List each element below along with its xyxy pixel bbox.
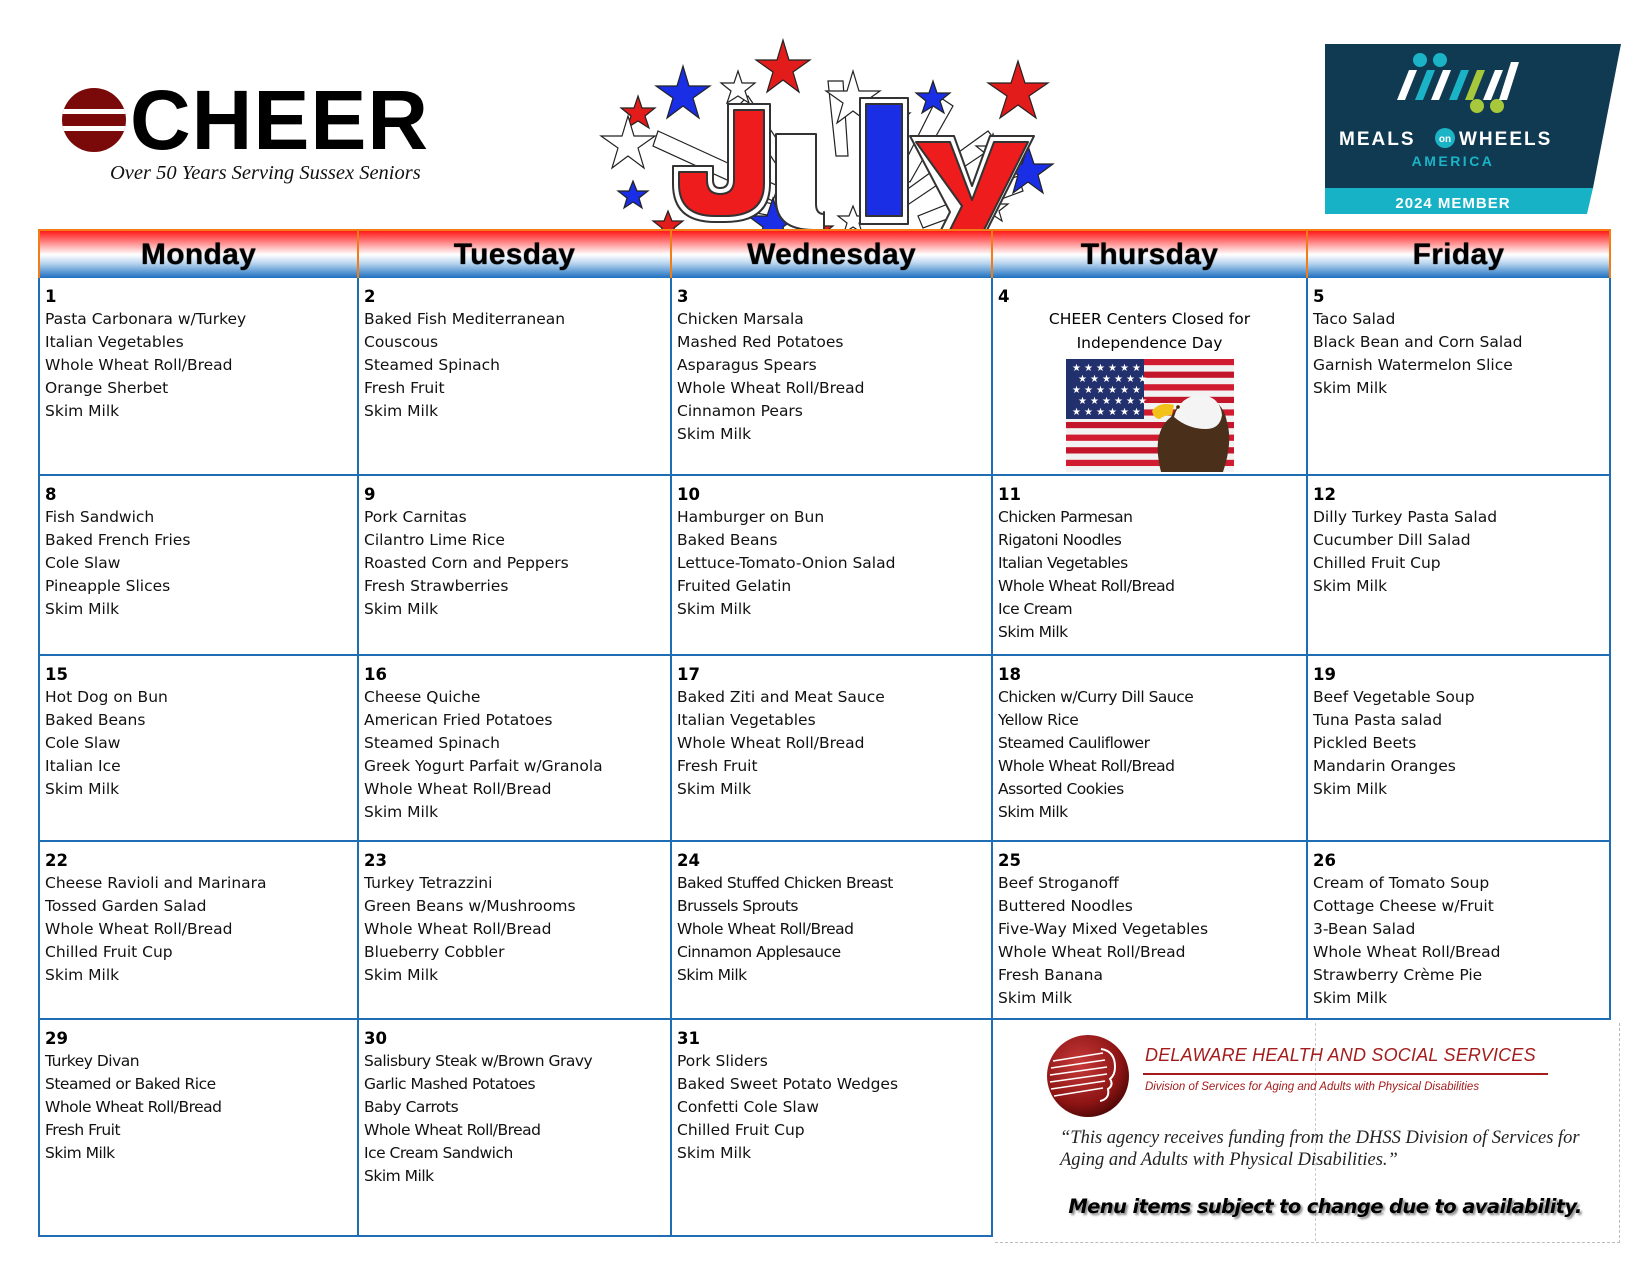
menu-item: Skim Milk (364, 803, 439, 822)
menu-item: Chilled Fruit Cup (677, 1121, 805, 1140)
menu-item: Chicken Marsala (677, 310, 804, 328)
svg-text:★: ★ (1072, 385, 1081, 396)
menu-item: Skim Milk (364, 600, 439, 619)
weekday-label: Monday (140, 237, 257, 271)
svg-text:★: ★ (1096, 363, 1105, 374)
day-number: 12 (1313, 485, 1336, 504)
day-number: 22 (45, 851, 68, 870)
svg-text:★: ★ (1132, 363, 1141, 374)
menu-item: Taco Salad (1313, 310, 1396, 328)
svg-text:★: ★ (1132, 385, 1141, 396)
day-cell-19 (1308, 656, 1611, 842)
svg-text:★: ★ (1108, 407, 1117, 418)
menu-item: Cilantro Lime Rice (364, 531, 505, 550)
dhss-subtitle: Division of Services for Aging and Adults with Physical Disabilities (1145, 1081, 1480, 1093)
svg-text:★: ★ (1072, 363, 1081, 374)
day-cell-22 (38, 842, 359, 1020)
day-cell-9 (359, 476, 672, 656)
weekday-header-thursday (993, 229, 1308, 278)
svg-text:★: ★ (1096, 407, 1105, 418)
day-cell-24 (672, 842, 993, 1020)
menu-item: Garlic Mashed Potatoes (364, 1075, 536, 1094)
svg-text:★: ★ (1084, 407, 1093, 418)
day-number: 2 (364, 287, 376, 306)
menu-item-list (45, 872, 357, 987)
menu-item: Skim Milk (677, 966, 747, 985)
day-cell-25 (993, 842, 1308, 1020)
day-number: 9 (364, 485, 376, 504)
menu-item-list (1313, 308, 1609, 400)
menu-item: Garnish Watermelon Slice (1313, 356, 1513, 375)
weekday-label: Tuesday (453, 237, 576, 271)
menu-item: Cheese Ravioli and Marinara (45, 874, 267, 892)
menu-item: Skim Milk (998, 803, 1068, 822)
menu-item: Beef Stroganoff (998, 874, 1119, 892)
menu-item: Skim Milk (364, 1167, 434, 1186)
menu-item-list (1313, 686, 1609, 801)
svg-text:★: ★ (1108, 363, 1117, 374)
svg-text:★: ★ (1138, 374, 1147, 385)
menu-item: Skim Milk (364, 402, 439, 421)
menu-item: Skim Milk (677, 780, 752, 799)
menu-item: Pineapple Slices (45, 577, 171, 596)
menu-item: Mandarin Oranges (1313, 757, 1456, 776)
menu-item: Fish Sandwich (45, 508, 155, 526)
svg-text:WHEELS: WHEELS (1459, 129, 1553, 150)
menu-item: Skim Milk (45, 1144, 115, 1163)
meals-on-wheels-member-badge (1325, 44, 1621, 214)
menu-item: Skim Milk (45, 780, 120, 799)
cheer-circle-mark-icon (62, 88, 126, 152)
menu-item: Cream of Tomato Soup (1313, 874, 1490, 892)
july-title-art (598, 36, 1068, 251)
day-number: 26 (1313, 851, 1336, 870)
menu-item: Skim Milk (677, 425, 752, 444)
menu-item: Whole Wheat Roll/Bread (364, 1121, 541, 1140)
svg-text:★: ★ (1096, 385, 1105, 396)
svg-text:★: ★ (1078, 396, 1087, 407)
svg-text:AMERICA: AMERICA (1411, 153, 1495, 169)
day-number: 15 (45, 665, 68, 684)
menu-item: Skim Milk (1313, 379, 1388, 398)
svg-text:★: ★ (1114, 396, 1123, 407)
day-number: 1 (45, 287, 57, 306)
menu-item: Turkey Divan (45, 1052, 140, 1070)
svg-text:★: ★ (1090, 374, 1099, 385)
menu-item-list (998, 686, 1306, 825)
menu-item: Baked Fish Mediterranean (364, 310, 566, 328)
day-cell-15 (38, 656, 359, 842)
menu-item: Cole Slaw (45, 734, 121, 753)
menu-item: Whole Wheat Roll/Bread (998, 943, 1186, 962)
menu-item: Baked Stuffed Chicken Breast (677, 874, 893, 892)
svg-text:★: ★ (1126, 374, 1135, 385)
svg-text:★: ★ (1108, 385, 1117, 396)
menu-item: Chilled Fruit Cup (1313, 554, 1441, 573)
svg-text:★: ★ (1120, 407, 1129, 418)
menu-item: Assorted Cookies (998, 780, 1124, 799)
menu-item-list (1313, 506, 1609, 598)
menu-item-list (677, 506, 991, 621)
day-number: 17 (677, 665, 700, 684)
day-cell-11 (993, 476, 1308, 656)
flag-eagle-image (1066, 359, 1234, 472)
menu-item-list (364, 1050, 670, 1189)
availability-disclaimer: Menu items subject to change due to availability. (1068, 1195, 1582, 1218)
menu-item: Couscous (364, 333, 439, 352)
day-cell-3 (672, 278, 993, 476)
menu-item: Steamed Spinach (364, 356, 501, 375)
weekday-label: Friday (1412, 237, 1505, 271)
menu-item: Skim Milk (1313, 989, 1388, 1008)
svg-text:★: ★ (1120, 363, 1129, 374)
funding-footer (995, 1023, 1620, 1243)
menu-item: Italian Vegetables (998, 554, 1128, 573)
menu-item: 3-Bean Salad (1313, 920, 1416, 939)
menu-item: Roasted Corn and Peppers (364, 554, 569, 573)
menu-item: Five-Way Mixed Vegetables (998, 920, 1209, 939)
menu-item-list (45, 686, 357, 801)
menu-item: Whole Wheat Roll/Bread (364, 780, 552, 799)
menu-item-list (364, 872, 670, 987)
cheer-tagline: Over 50 Years Serving Sussex Seniors (110, 162, 421, 184)
menu-item: Whole Wheat Roll/Bread (364, 920, 552, 939)
day-number: 3 (677, 287, 689, 306)
menu-item: Skim Milk (998, 623, 1068, 642)
menu-item: Baked Beans (677, 531, 778, 550)
menu-item-list (45, 1050, 357, 1165)
day-cell-12 (1308, 476, 1611, 656)
menu-item: Whole Wheat Roll/Bread (998, 757, 1175, 776)
day-cell-4-closed (993, 278, 1308, 476)
closure-notice-line: Independence Day (1076, 333, 1223, 352)
menu-item: Greek Yogurt Parfait w/Granola (364, 757, 603, 776)
menu-item: Skim Milk (1313, 577, 1388, 596)
menu-item: Italian Ice (45, 757, 121, 776)
menu-item: Chicken Parmesan (998, 508, 1133, 526)
menu-item: Fresh Banana (998, 966, 1103, 985)
day-cell-2 (359, 278, 672, 476)
menu-item-list (45, 506, 357, 621)
menu-item: Fresh Fruit (677, 757, 758, 776)
svg-text:★: ★ (1132, 407, 1141, 418)
menu-item: Whole Wheat Roll/Bread (677, 379, 865, 398)
day-cell-1 (38, 278, 359, 476)
menu-item-list (364, 506, 670, 621)
menu-item: Skim Milk (998, 989, 1073, 1008)
menu-item: Rigatoni Noodles (998, 531, 1122, 550)
dhss-seal-icon (1045, 1031, 1131, 1121)
day-cell-17 (672, 656, 993, 842)
weekday-header-friday (1308, 229, 1611, 278)
menu-item: Baked Beans (45, 711, 146, 730)
svg-text:★: ★ (1138, 396, 1147, 407)
menu-item: Fresh Strawberries (364, 577, 509, 596)
svg-text:★: ★ (1090, 396, 1099, 407)
menu-item: Whole Wheat Roll/Bread (677, 734, 865, 753)
menu-item: Tuna Pasta salad (1313, 711, 1443, 730)
cheer-wordmark: CHEER (130, 73, 430, 167)
menu-item-list (998, 506, 1306, 645)
svg-text:★: ★ (1072, 407, 1081, 418)
cheer-logo (62, 73, 442, 194)
day-number: 25 (998, 851, 1021, 870)
menu-item: Skim Milk (45, 966, 120, 985)
menu-item: Turkey Tetrazzini (364, 874, 493, 892)
menu-item: Hamburger on Bun (677, 508, 825, 526)
menu-item-list (364, 686, 670, 825)
day-cell-18 (993, 656, 1308, 842)
weekday-header-tuesday (359, 229, 672, 278)
menu-item: Whole Wheat Roll/Bread (45, 356, 233, 375)
day-cell-26 (1308, 842, 1611, 1020)
menu-item: Mashed Red Potatoes (677, 333, 844, 352)
dhss-rule (1143, 1073, 1548, 1075)
day-cell-31 (672, 1020, 993, 1237)
day-number: 18 (998, 665, 1021, 684)
menu-item: Baked Sweet Potato Wedges (677, 1075, 899, 1094)
menu-item: Baby Carrots (364, 1098, 459, 1117)
menu-item: Yellow Rice (998, 711, 1079, 730)
menu-item: Buttered Noodles (998, 897, 1133, 916)
menu-item: Chicken w/Curry Dill Sauce (998, 688, 1194, 706)
menu-item: Chilled Fruit Cup (45, 943, 173, 962)
menu-item: Tossed Garden Salad (45, 897, 207, 916)
day-number: 31 (677, 1029, 700, 1048)
menu-item: Skim Milk (364, 966, 439, 985)
day-number: 30 (364, 1029, 387, 1048)
menu-item: Cottage Cheese w/Fruit (1313, 897, 1494, 916)
menu-item: Skim Milk (1313, 780, 1388, 799)
menu-item: Whole Wheat Roll/Bread (677, 920, 854, 939)
menu-item: Whole Wheat Roll/Bread (998, 577, 1175, 596)
svg-text:2024 MEMBER: 2024 MEMBER (1395, 195, 1511, 212)
menu-item: Asparagus Spears (677, 356, 817, 375)
menu-item: Pork Carnitas (364, 508, 467, 526)
day-cell-30 (359, 1020, 672, 1237)
day-number: 29 (45, 1029, 68, 1048)
day-number: 4 (998, 287, 1010, 306)
weekday-header-row (38, 229, 1611, 278)
menu-item-list (998, 872, 1306, 1011)
menu-item: Dilly Turkey Pasta Salad (1313, 508, 1498, 526)
menu-item: Confetti Cole Slaw (677, 1098, 819, 1117)
day-number: 16 (364, 665, 387, 684)
menu-item: Pasta Carbonara w/Turkey (45, 310, 247, 328)
closure-notice (998, 308, 1306, 355)
menu-item-list (677, 686, 991, 801)
weekday-label: Thursday (1080, 237, 1219, 271)
menu-item: Black Bean and Corn Salad (1313, 333, 1523, 352)
menu-item: Fresh Fruit (364, 379, 445, 398)
menu-item: Cheese Quiche (364, 688, 481, 706)
svg-text:MEALS: MEALS (1339, 129, 1416, 150)
funding-statement: “This agency receives funding from the DHSS Division of Services for Aging and Adults with Physical Disabilities.” (1060, 1128, 1580, 1170)
menu-item-list (677, 308, 991, 447)
svg-text:★: ★ (1120, 385, 1129, 396)
svg-text:★: ★ (1102, 374, 1111, 385)
day-number: 19 (1313, 665, 1336, 684)
day-cell-5 (1308, 278, 1611, 476)
day-number: 11 (998, 485, 1021, 504)
svg-text:★: ★ (1102, 396, 1111, 407)
menu-item: Hot Dog on Bun (45, 688, 168, 706)
menu-item: Ice Cream (998, 600, 1073, 619)
day-number: 5 (1313, 287, 1325, 306)
menu-item: Skim Milk (45, 600, 120, 619)
day-number: 10 (677, 485, 700, 504)
closure-notice-line: CHEER Centers Closed for (1048, 310, 1251, 328)
menu-item: Fresh Fruit (45, 1121, 121, 1140)
menu-item: Pickled Beets (1313, 734, 1417, 753)
menu-item: Orange Sherbet (45, 379, 169, 398)
day-number: 23 (364, 851, 387, 870)
menu-item-list (45, 308, 357, 423)
day-cell-16 (359, 656, 672, 842)
menu-item: Brussels Sprouts (677, 897, 798, 916)
svg-text:★: ★ (1084, 363, 1093, 374)
day-cell-10 (672, 476, 993, 656)
menu-item: Italian Vegetables (45, 333, 184, 352)
menu-item: Whole Wheat Roll/Bread (45, 920, 233, 939)
menu-item: Whole Wheat Roll/Bread (45, 1098, 222, 1117)
menu-item: Ice Cream Sandwich (364, 1144, 513, 1163)
day-cell-8 (38, 476, 359, 656)
menu-item: Cinnamon Applesauce (677, 943, 841, 962)
menu-item: Cucumber Dill Salad (1313, 531, 1471, 550)
menu-item-list (1313, 872, 1609, 1011)
menu-item: Skim Milk (677, 600, 752, 619)
menu-item: Beef Vegetable Soup (1313, 688, 1475, 706)
menu-item: Skim Milk (677, 1144, 752, 1163)
menu-item: Green Beans w/Mushrooms (364, 897, 576, 916)
menu-item: Steamed Cauliflower (998, 734, 1150, 753)
menu-item: Italian Vegetables (677, 711, 816, 730)
menu-item-list (364, 308, 670, 423)
menu-item: Baked French Fries (45, 531, 191, 550)
menu-item: Steamed Spinach (364, 734, 501, 753)
svg-text:★: ★ (1126, 396, 1135, 407)
menu-item: Whole Wheat Roll/Bread (1313, 943, 1501, 962)
day-number: 8 (45, 485, 57, 504)
menu-item: Baked Ziti and Meat Sauce (677, 688, 885, 706)
day-number: 24 (677, 851, 700, 870)
menu-item: Blueberry Cobbler (364, 943, 505, 962)
menu-item: Salisbury Steak w/Brown Gravy (364, 1052, 593, 1070)
svg-text:★: ★ (1114, 374, 1123, 385)
menu-item-list (677, 872, 991, 987)
dhss-title: DELAWARE HEALTH AND SOCIAL SERVICES (1145, 1045, 1536, 1065)
svg-text:on: on (1438, 134, 1452, 145)
weekday-label: Wednesday (747, 237, 916, 271)
weekday-header-wednesday (672, 229, 993, 278)
menu-item-list (998, 308, 1306, 472)
menu-item: Lettuce-Tomato-Onion Salad (677, 554, 896, 573)
menu-item: American Fried Potatoes (364, 711, 553, 730)
menu-item: Fruited Gelatin (677, 577, 792, 596)
menu-item: Steamed or Baked Rice (45, 1075, 216, 1094)
weekday-header-monday (38, 229, 359, 278)
menu-item: Cinnamon Pears (677, 402, 803, 421)
svg-text:★: ★ (1084, 385, 1093, 396)
day-cell-23 (359, 842, 672, 1020)
menu-item: Cole Slaw (45, 554, 121, 573)
svg-text:★: ★ (1078, 374, 1087, 385)
menu-item: Pork Sliders (677, 1052, 768, 1070)
menu-item-list (677, 1050, 991, 1165)
menu-item: Strawberry Crème Pie (1313, 966, 1483, 985)
day-cell-29 (38, 1020, 359, 1237)
menu-item: Skim Milk (45, 402, 120, 421)
